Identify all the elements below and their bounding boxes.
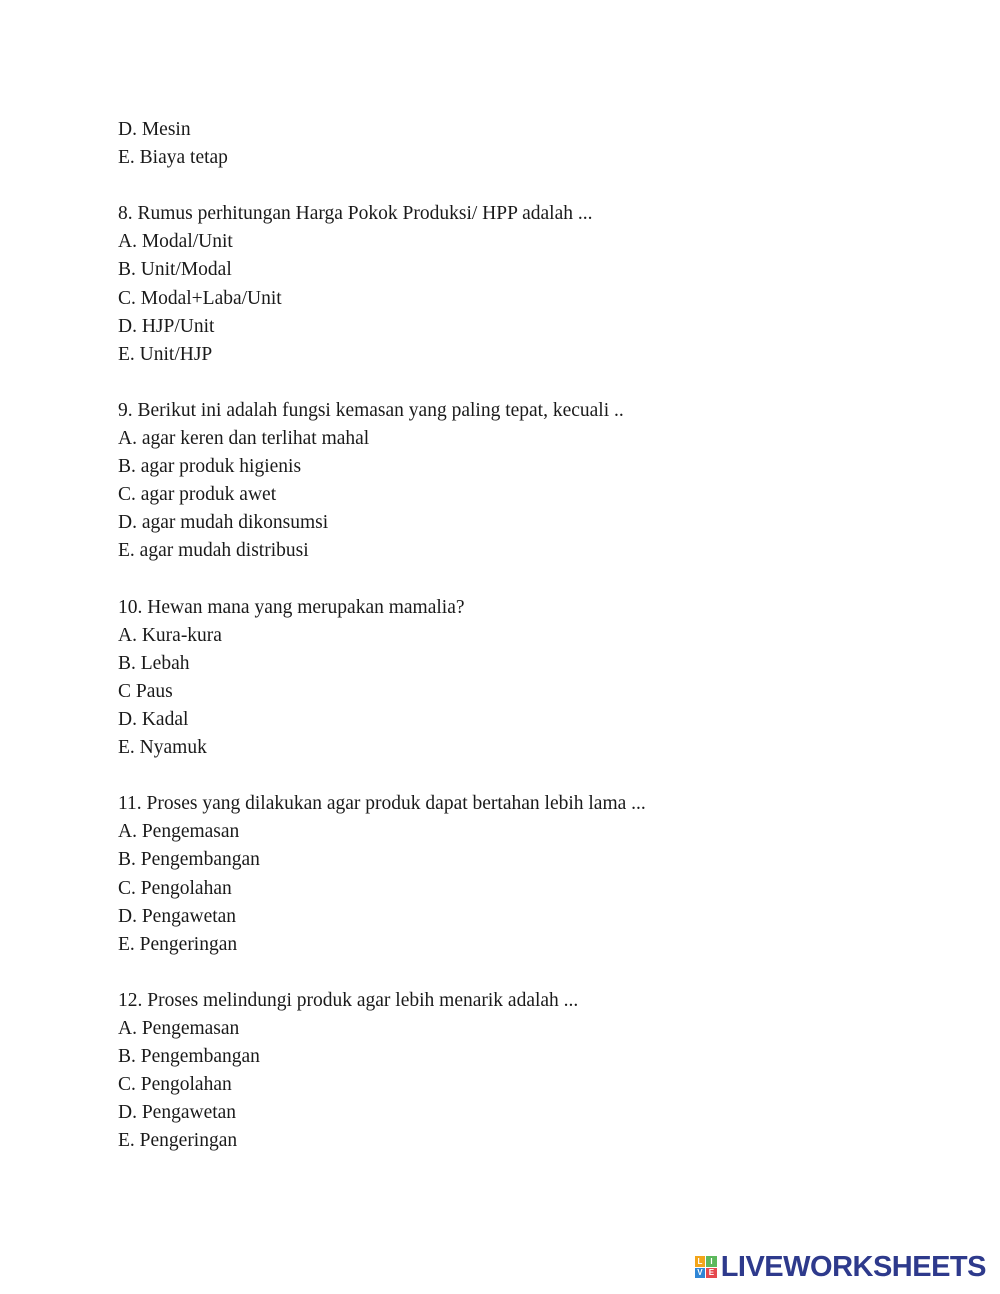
answer-option: E. Unit/HJP [118, 343, 213, 365]
question-text: 12. Proses melindungi produk agar lebih menarik adalah ... [118, 989, 579, 1011]
logo-mark-tile: I [706, 1256, 717, 1267]
answer-option: E. agar mudah distribusi [118, 540, 309, 562]
answer-option: A. Pengemasan [118, 821, 240, 843]
answer-option: E. Pengeringan [118, 1130, 238, 1152]
answer-option: B. Pengembangan [118, 1046, 260, 1068]
answer-option: D. HJP/Unit [118, 315, 215, 337]
logo-mark-tile: V [695, 1268, 706, 1279]
answer-option: A. Kura-kura [118, 624, 222, 646]
worksheet-page [118, 116, 958, 1155]
answer-option: B. agar produk higienis [118, 456, 302, 478]
answer-option: B. Lebah [118, 652, 190, 674]
logo-mark-icon [695, 1256, 717, 1278]
answer-option: C. Pengolahan [118, 1074, 232, 1096]
answer-option: C Paus [118, 680, 173, 702]
blank-line [118, 762, 958, 790]
answer-option: A. Pengemasan [118, 1018, 240, 1039]
question-text: 11. Proses yang dilakukan agar produk dapat bertahan lebih lama ... [118, 793, 646, 815]
answer-option: C. Modal+Laba/Unit [118, 287, 282, 309]
answer-option: B. Unit/Modal [118, 259, 232, 281]
answer-option: D. Pengawetan [118, 905, 237, 927]
answer-option: D. Mesin [118, 119, 191, 140]
question-text: 8. Rumus perhitungan Harga Pokok Produksi/ HPP adalah ... [118, 203, 593, 225]
answer-option: C. agar produk awet [118, 484, 277, 506]
answer-option: D. Pengawetan [118, 1102, 237, 1124]
answer-option: B. Pengembangan [118, 849, 260, 871]
logo-text: LIVEWORKSHEETS [720, 1250, 986, 1283]
blank-line [118, 369, 958, 397]
logo-mark-tile: L [695, 1256, 706, 1267]
answer-option: A. agar keren dan terlihat mahal [118, 428, 370, 450]
blank-line [118, 172, 958, 200]
answer-option: D. Kadal [118, 708, 189, 730]
answer-option: E. Biaya tetap [118, 147, 228, 169]
answer-option: C. Pengolahan [118, 877, 232, 899]
question-text: 10. Hewan mana yang merupakan mamalia? [118, 596, 465, 618]
answer-option: E. Pengeringan [118, 933, 238, 955]
liveworksheets-logo [695, 1252, 986, 1282]
blank-line [118, 959, 958, 987]
question-text: 9. Berikut ini adalah fungsi kemasan yang paling tepat, kecuali .. [118, 399, 624, 421]
answer-option: D. agar mudah dikonsumsi [118, 512, 329, 534]
blank-line [118, 566, 958, 594]
logo-mark-tile: E [706, 1268, 717, 1279]
answer-option: E. Nyamuk [118, 737, 207, 759]
answer-option: A. Modal/Unit [118, 231, 233, 253]
